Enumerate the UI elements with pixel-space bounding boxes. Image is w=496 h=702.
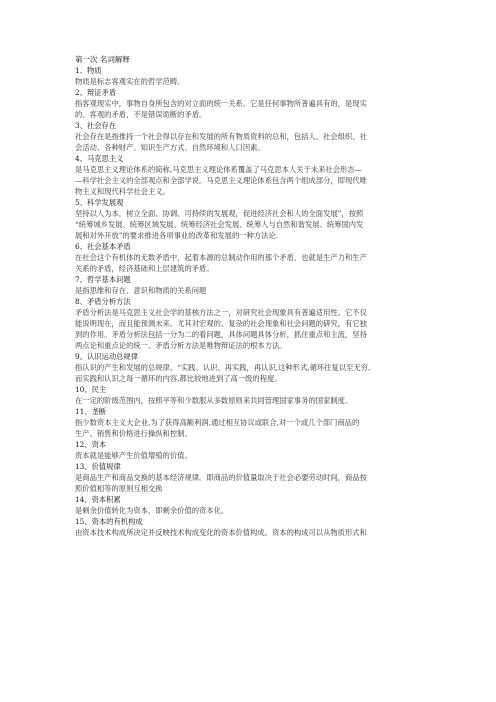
definition-line: —科学社会主义的全部观点和全部学说。马克思主义理论体系包含两个组成部分，即现代唯	[75, 176, 367, 185]
definition-line: 到的作用。矛盾分析法包括一分为二的看问题，具体问题具体分析，抓住重点和主流，坚持	[75, 330, 367, 339]
definition-line: 指客观现实中，事物自身所包含的对立面的统一关系。它是任何事物所普遍具有的，是现实	[75, 99, 367, 108]
entry-term: 12、资本	[75, 440, 107, 449]
entry-term: 3、社会存在	[75, 121, 117, 130]
entry-definition	[75, 417, 424, 439]
entry-term: 10、民主	[75, 385, 107, 394]
entry-definition	[75, 362, 424, 384]
entry-definition	[75, 527, 424, 538]
entry-definition	[75, 450, 424, 461]
entry-definition	[75, 395, 424, 406]
definition-line: 照价值相等的原则互相交换	[75, 484, 163, 493]
definition-line: 会活动、各种财产、知识生产方式、自然环境和人口因素。	[75, 143, 265, 152]
definition-line: 是商品生产和商品交换的基本经济规律。即商品的价值量取决于社会必要劳动时间，商品按	[75, 473, 367, 482]
entry-term: 15、资本的有机构成	[75, 517, 143, 526]
definition-line: 展和对外开放”的要求推进各项事业的改革和发展的一种方法论.	[75, 231, 279, 240]
entry-term: 14、资本积累	[75, 495, 121, 504]
definition-line: 在社会这个有机体的无数矛盾中，起着本源的总制动作用的那个矛盾，也就是生产力和生产	[75, 253, 367, 262]
entry-term: 11、垄断	[75, 407, 107, 416]
entry-definition	[75, 98, 424, 120]
definition-line: 坚持以人为本，树立全面、协调、可持续的发展观，促进经济社会和人的全面发展”，按照	[75, 209, 364, 218]
entry-definition	[75, 307, 424, 351]
entry-term: 1、物质	[75, 66, 102, 75]
entry-term: 9、认识运动总规律	[75, 352, 139, 361]
document-body	[75, 54, 424, 538]
definition-line: 矛盾分析法是马克思主义社会学的基核方法之一，对研究社会现象具有普遍适用性。它不仅	[75, 308, 367, 317]
entry-definition	[75, 131, 424, 153]
definition-line: 是指思维和存在、意识和物质的关系问题	[75, 286, 207, 295]
definition-line: 社会存在是指推持一个社会得以存在和发展的所有物质资料的总和，包括人、社会组织、社	[75, 132, 367, 141]
entry-term: 6、社会基本矛盾	[75, 242, 131, 251]
document-heading: 第一次 名词解释	[75, 55, 130, 64]
entry-term: 8、矛盾分析方法	[75, 297, 131, 306]
definition-line: 物主义和现代科学社会主义。	[75, 187, 170, 196]
definition-line: 物质是标志客观实在的哲学范畴。	[75, 77, 185, 86]
definition-line: 资本就是能够产生价值增殖的价值。	[75, 451, 192, 460]
entry-definition	[75, 164, 424, 197]
entry-term: 5、科学发展观	[75, 198, 124, 207]
definition-line: 是马克思主义理论体系的简称,马克思主义理论体系覆盖了马克思本人关于未来社会形态—	[75, 165, 362, 174]
definition-line: 是剩余价值转化为资本，即剩余价值的资本化。	[75, 506, 229, 515]
definition-line: 生产、销售和价格进行操纵和控制。	[75, 429, 192, 438]
entry-definition	[75, 505, 424, 516]
definition-line: 能说明现在，而且能预测未来。尤其对宏观的、复杂的社会现象和社会问题的研究，有它独	[75, 319, 367, 328]
definition-line: 指认识的产生和发展的总规律。“实践、认识、再实践，再认识,这种形式,循环往复以至无穷,	[75, 363, 371, 372]
entry-term: 7、哲学基本问题	[75, 275, 131, 284]
entry-definition	[75, 285, 424, 296]
entry-definition	[75, 208, 424, 241]
definition-line: 在一定的阶级范围内，按照平等和少数服从多数原则来共同管理国家事务的国家制度。	[75, 396, 353, 405]
entry-definition	[75, 252, 424, 274]
definition-line: 指少数资本主义大企业,为了获得高额利润,通过相互协议或联合,对一个或几个部门商品的	[75, 418, 360, 427]
entry-term: 13、价值规律	[75, 462, 121, 471]
entry-term: 2、辩证矛盾	[75, 88, 117, 97]
entry-definition	[75, 76, 424, 87]
entry-list	[75, 65, 424, 538]
entry-term: 4、马克思主义	[75, 154, 124, 163]
definition-line: 由资本技术构成所决定并反映技术构成变化的资本价值构成。资本的构成可以从物质形式和	[75, 528, 367, 537]
definition-line: 两点论和重点论的统一。矛盾分析方法是唯物辩证法的根本方法。	[75, 341, 287, 350]
definition-line: 关系的矛盾，经济基础和上层建筑的矛盾。	[75, 264, 214, 273]
definition-line: 而实践和认识之每一循环的内容,都比较地进到了高一级的程度。	[75, 374, 282, 383]
definition-line: “统筹城乡发展、统筹区域发展、统筹经济社会发展、统筹人与自然和谐发展、统筹国内发	[75, 220, 364, 229]
entry-definition	[75, 472, 424, 494]
definition-line: 的、客观的矛盾，不是错误诡断的矛盾。	[75, 110, 207, 119]
